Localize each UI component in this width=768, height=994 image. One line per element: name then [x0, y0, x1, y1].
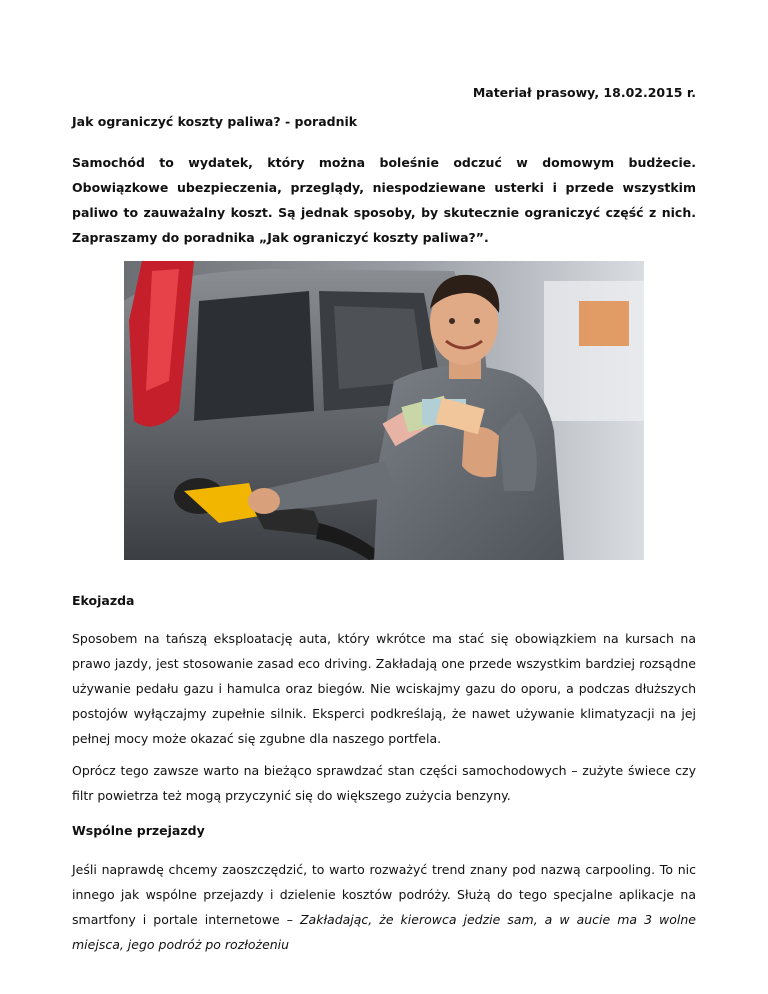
article-title: Jak ograniczyć koszty paliwa? - poradnik — [72, 114, 358, 129]
section-heading-wspolne-przejazdy: Wspólne przejazdy — [72, 823, 205, 838]
press-release-date: Materiał prasowy, 18.02.2015 r. — [472, 85, 696, 100]
photo-man-refueling-icon — [124, 261, 644, 560]
section2-paragraph-quote: Zakładając, że kierowca jedzie sam, a w aucie ma 3 wolne miejsca, jego podróż po rozłożeniu — [72, 912, 696, 952]
section2-paragraph-text: Jeśli naprawdę chcemy zaoszczędzić, to warto rozważyć trend znany pod nazwą carpooling. To nic innego jak wspólne przejazdy i dzielenie kosztów podróży. Służą do tego specjalne aplikacje na smartfony i portale internetowe – — [72, 862, 696, 927]
section1-paragraph-2: Oprócz tego zawsze warto na bieżąco sprawdzać stan części samochodowych – zużyte świece czy filtr powietrza też mogą przyczynić się do większego zużycia benzyny. — [72, 763, 696, 803]
article-lead: Samochód to wydatek, który można boleśnie odczuć w domowym budżecie. Obowiązkowe ubezpieczenia, przeglądy, niespodziewane usterki i przede wszystkim paliwo to zauważalny koszt. Są jednak sposoby, by skutecznie ograniczyć część z nich. Zapraszamy do poradnika „Jak ograniczyć koszty paliwa?”. — [72, 155, 696, 245]
section1-paragraph-1: Sposobem na tańszą eksploatację auta, który wkrótce ma stać się obowiązkiem na kursach na prawo jazdy, jest stosowanie zasad eco driving. Zakładają one przede wszystkim bardziej rozsądne używanie pedału gazu i hamulca oraz biegów. Nie wciskajmy gazu do oporu, a podczas dłuższych postojów wyłączajmy zupełnie silnik. Eksperci podkreślają, że nawet używanie klimatyzacji na jej pełnej mocy może okazać się zgubne dla naszego portfela. — [72, 631, 696, 746]
section-heading-ekojazda: Ekojazda — [72, 593, 135, 608]
section2-paragraph-1 — [72, 857, 696, 957]
